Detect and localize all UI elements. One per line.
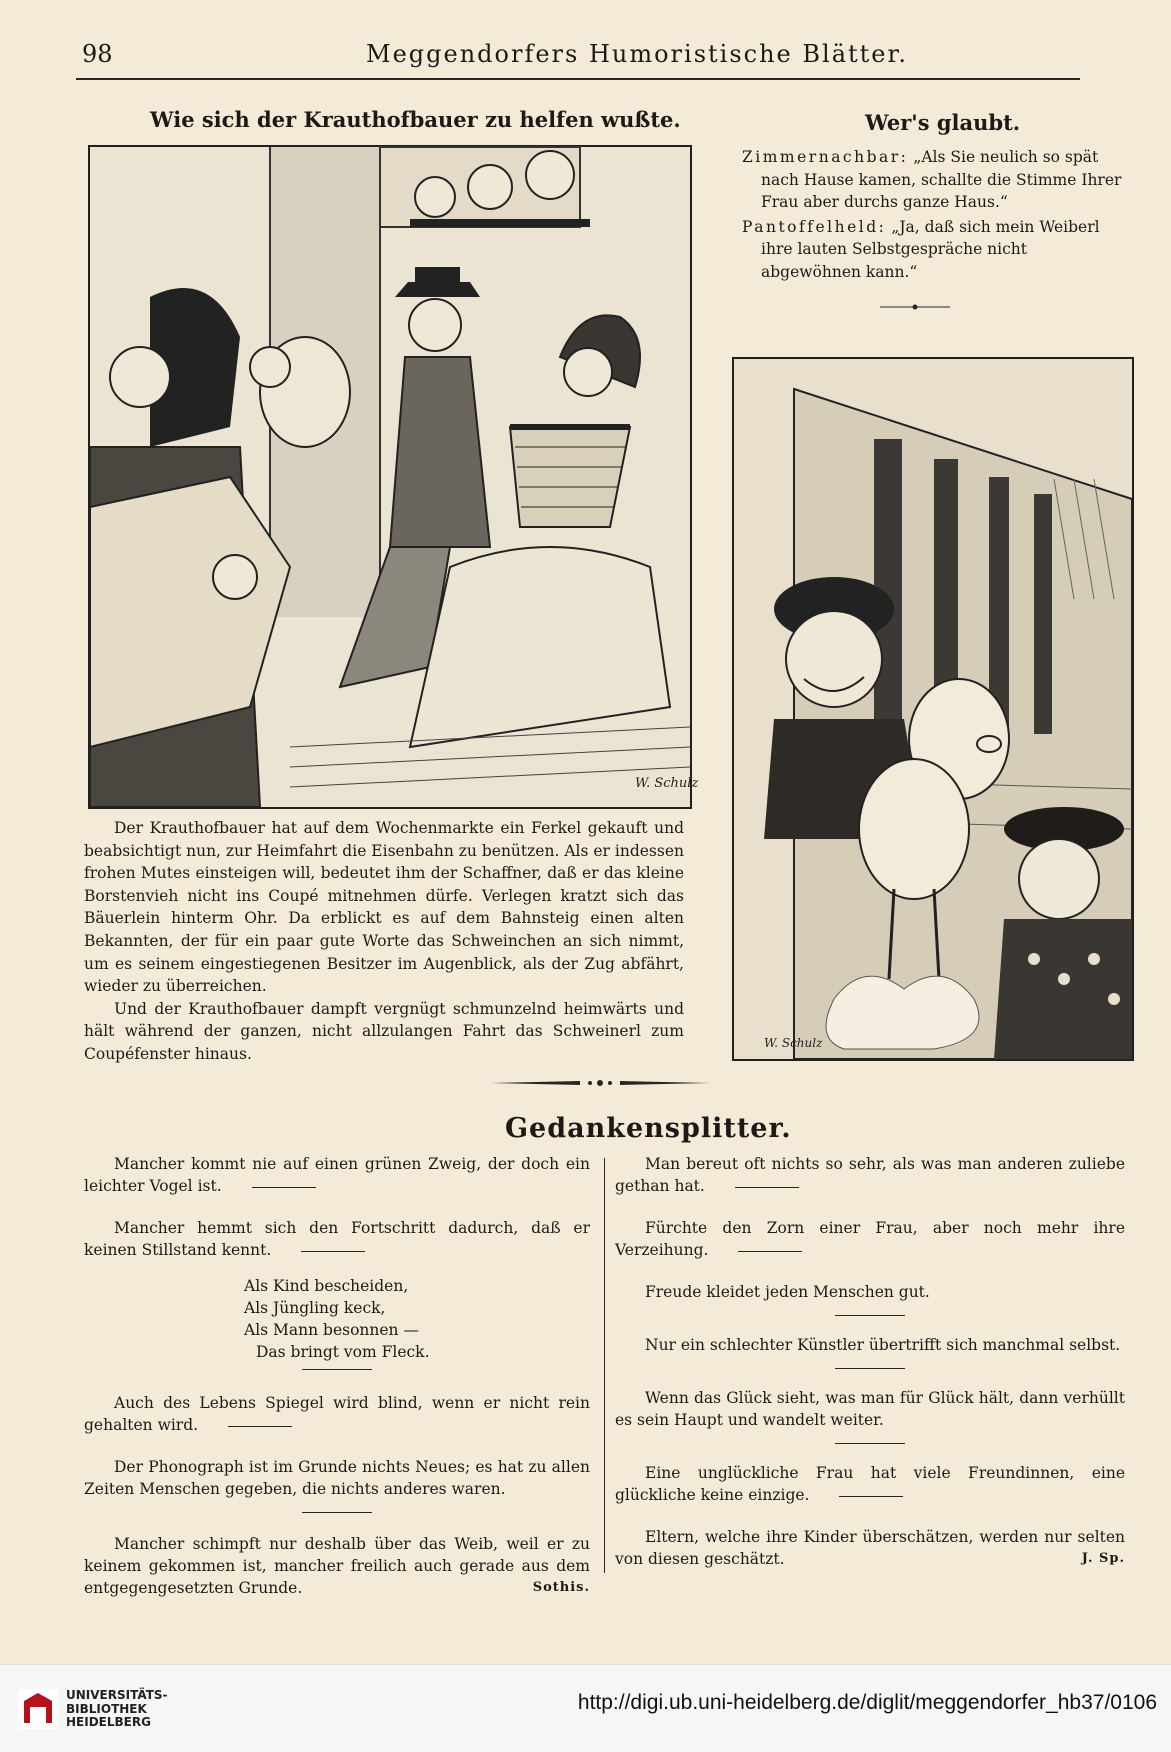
header-rule [76, 78, 1080, 80]
verse-line: Als Jüngling keck, [244, 1299, 386, 1317]
illustration-signature-left: W. Schulz [635, 776, 699, 791]
inline-rule [252, 1187, 316, 1188]
aphorism: Der Phonograph ist im Grunde nichts Neues; es hat zu allen Zeiten Menschen gegeben, die nichts anderes waren. [84, 1458, 590, 1498]
story-paragraph: Der Krauthofbauer hat auf dem Wochenmarkte ein Ferkel gekauft und beabsichtigt nun, zur Heimfahrt die Eisenbahn zu benützen. Als er indessen frohen Mutes einsteigen will, bedeutet ihm der Schaffner, daß er das kleine Borstenvieh nicht ins Coupé mitnehmen dürfe. Verlegen kratzt sich das Bäuerlein hinterm Ohr. Da erblickt es auf dem Bahnsteig einen alten Bekannten, der für ein paar gute Worte das Schweinchen an sich nimmt, um es seinem eingestiegenen Besitzer im Augenblick, als der Zug abfährt, wieder zu überreichen. [84, 819, 684, 996]
aphorism: Eltern, welche ihre Kinder überschätzen, werden nur selten von diesen geschätzt. J. Sp. [615, 1528, 1125, 1568]
dialogue-text: „Als Sie neulich so spät nach Hause kamen, schallte die Stimme Ihrer Frau aber durchs ganze Haus.“ [761, 148, 1122, 211]
aphorism-column-left [84, 1153, 590, 1599]
wers-glaubt-title: Wer's glaubt. [865, 110, 1021, 135]
library-footer [0, 1664, 1171, 1752]
inline-rule [301, 1251, 365, 1252]
inline-rule [839, 1496, 903, 1497]
illustration-pig-window-drawing [734, 359, 1132, 1059]
source-url-link[interactable]: http://digi.ub.uni-heidelberg.de/diglit/meggendorfer_hb37/0106 [577, 1691, 1157, 1714]
aphorism: Auch des Lebens Spiegel wird blind, wenn er nicht rein gehalten wird. [84, 1394, 590, 1434]
aphorism-column-right [615, 1153, 1125, 1570]
verse-line: Als Kind bescheiden, [244, 1277, 409, 1295]
author-signature: J. Sp. [1081, 1551, 1125, 1566]
story-paragraph: Und der Krauthofbauer dampft vergnügt schmunzelnd heimwärts und hält während der ganzen, nicht allzulangen Fahrt das Schweinerl zum Coupéfenster hinaus. [84, 999, 684, 1063]
ornament-divider-wide [490, 1077, 710, 1089]
aphorism: Man bereut oft nichts so sehr, als was man anderen zuliebe gethan hat. [615, 1155, 1125, 1195]
verse-line: Als Mann besonnen — [244, 1321, 419, 1339]
aphorism: Mancher kommt nie auf einen grünen Zweig, der doch ein leichter Vogel ist. [84, 1155, 590, 1195]
dialogue-line [742, 216, 1128, 284]
library-name: UNIVERSITÄTS- BIBLIOTHEK HEIDELBERG [66, 1688, 168, 1729]
aphorism: Eine unglückliche Frau hat viele Freundinnen, eine glückliche keine einzige. [615, 1464, 1125, 1504]
speaker-name: Zimmernachbar: [742, 148, 909, 166]
illustration-signature-right: W. Schulz [764, 1036, 823, 1050]
column-divider [604, 1158, 605, 1573]
aphorism: Wenn das Glück sieht, was man für Glück hält, dann verhüllt es sein Haupt und wandelt weiter. [615, 1389, 1125, 1429]
illustration-pig-window [732, 357, 1134, 1061]
page-number: 98 [82, 40, 113, 68]
speaker-name: Pantoffelheld: [742, 217, 887, 236]
ornament-divider-small [880, 302, 950, 312]
aphorism: Mancher schimpft nur deshalb über das Weib, weil er zu keinem gekommen ist, mancher freilich auch gerade aus dem entgegengesetzten Grunde. Sothis. [84, 1535, 590, 1597]
inline-rule [735, 1187, 799, 1188]
gedankensplitter-title: Gedankensplitter. [505, 1113, 792, 1144]
dialogue-text: „Ja, daß sich mein Weiberl ihre lauten Selbstgespräche nicht abgewöhnen kann.“ [761, 217, 1100, 281]
aphorism: Freude kleidet jeden Menschen gut. [645, 1283, 930, 1301]
inline-rule [738, 1251, 802, 1252]
aphorism: Nur ein schlechter Künstler übertrifft sich manchmal selbst. [645, 1336, 1121, 1354]
verse [244, 1275, 590, 1363]
story-text [84, 817, 684, 1066]
dialogue [742, 146, 1128, 285]
verse-line: Das bringt vom Fleck. [256, 1343, 430, 1361]
illustration-compartment-drawing [90, 147, 699, 807]
inline-rule [228, 1426, 292, 1427]
story-title: Wie sich der Krauthofbauer zu helfen wußte. [150, 107, 681, 132]
illustration-train-compartment [88, 145, 699, 809]
aphorism: Mancher hemmt sich den Fortschritt dadurch, daß er keinen Stillstand kennt. [84, 1219, 590, 1259]
aphorism: Fürchte den Zorn einer Frau, aber noch mehr ihre Verzeihung. [615, 1219, 1125, 1259]
dialogue-line [742, 146, 1128, 214]
author-signature: Sothis. [532, 1580, 590, 1595]
running-head [76, 40, 1086, 74]
university-logo-icon [16, 1687, 60, 1731]
journal-title: Meggendorfers Humoristische Blätter. [366, 40, 908, 68]
